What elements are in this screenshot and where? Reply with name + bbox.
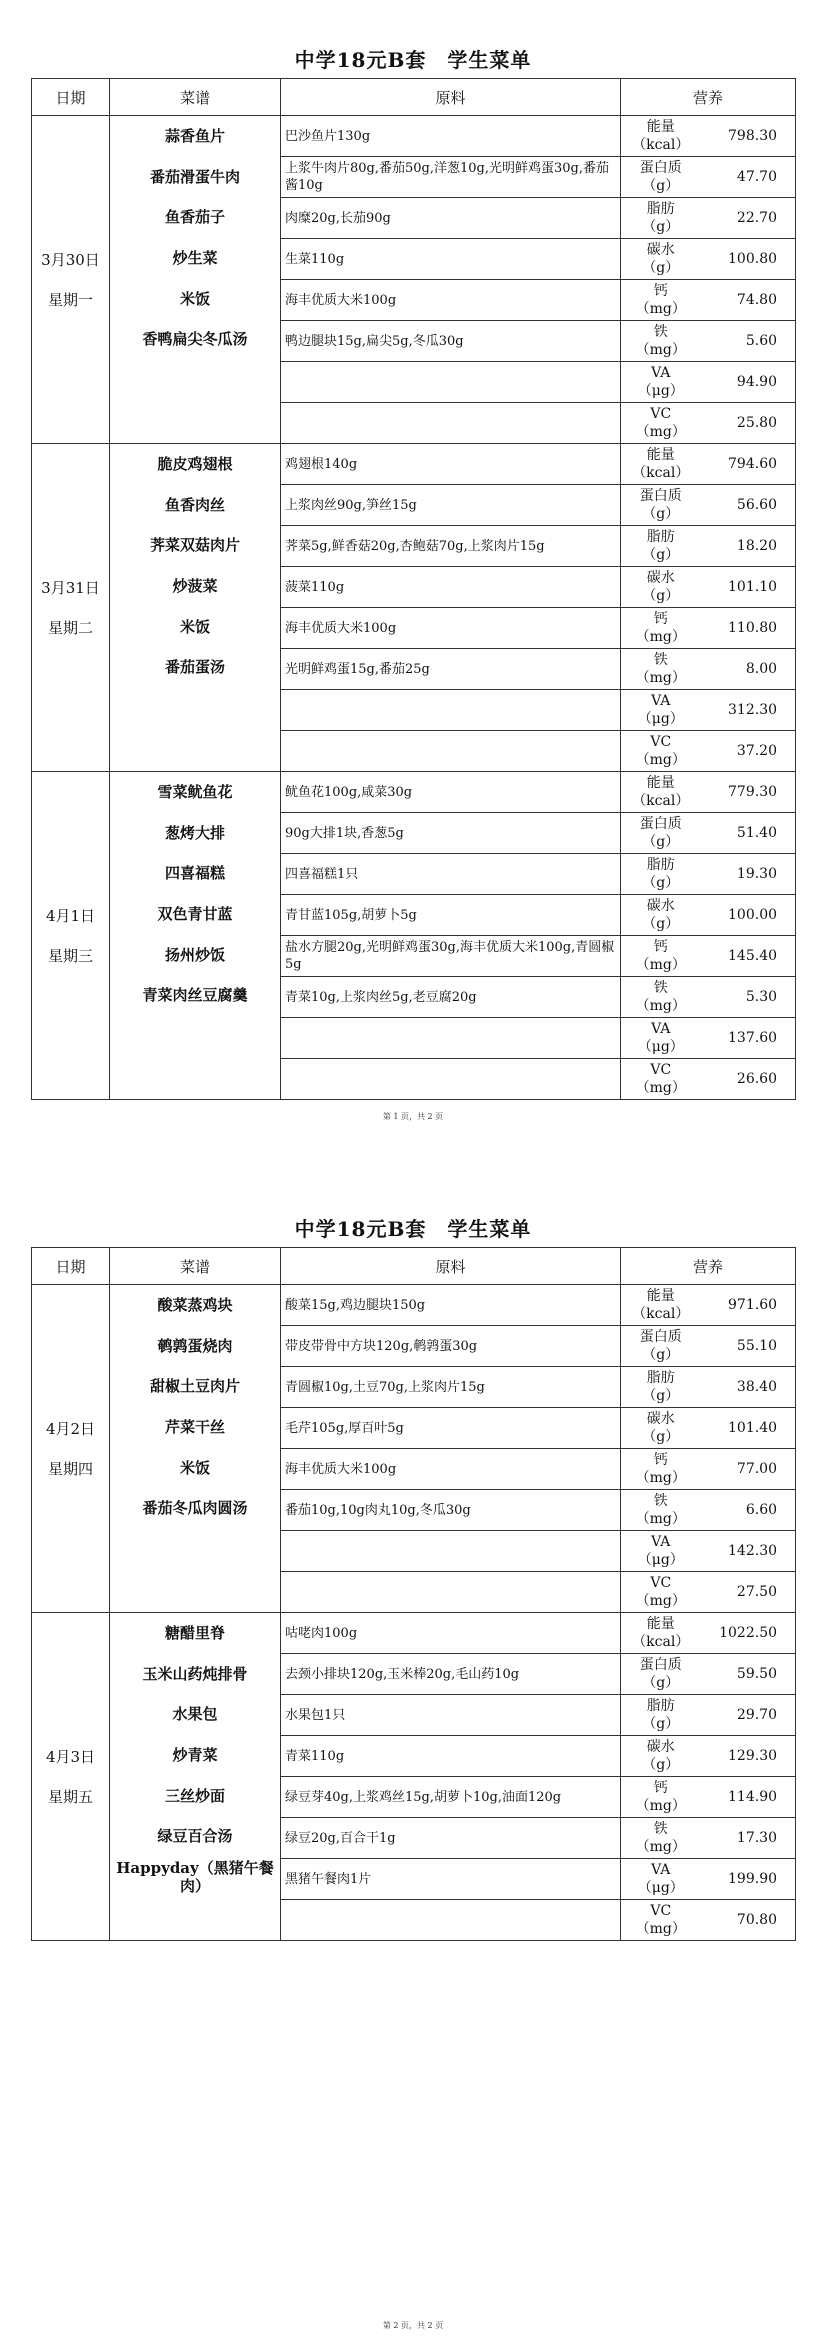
nutrient-value: 1022.50	[701, 1613, 796, 1654]
nutrient-name: 蛋白质	[639, 1329, 682, 1345]
header-date: 日期	[32, 1248, 110, 1285]
nutrient-value: 70.80	[701, 1900, 796, 1941]
dish-name: 双色青甘蓝	[157, 905, 233, 924]
nutrient-label	[621, 1018, 701, 1059]
nutrient-name: 脂肪	[646, 1698, 675, 1714]
nutrient-name: VC	[650, 1062, 672, 1078]
nutrient-unit: （g）	[642, 260, 680, 276]
nutrient-name: 能量	[646, 1288, 675, 1304]
dish-name: 芹菜干丝	[164, 1418, 225, 1437]
nutrient-value: 142.30	[701, 1531, 796, 1572]
nutrient-unit: （g）	[642, 834, 680, 850]
weekday-label: 星期四	[47, 1459, 93, 1478]
ingredient-cell: 青圆椒10g,土豆70g,上浆肉片15g	[281, 1367, 621, 1408]
dish-name: 番茄冬瓜肉圆汤	[142, 1499, 248, 1518]
ingredient-cell: 咕咾肉100g	[281, 1613, 621, 1654]
nutrient-value: 101.10	[701, 567, 796, 608]
nutrient-unit: （mg）	[635, 1839, 686, 1855]
nutrient-value: 798.30	[701, 116, 796, 157]
nutrient-name: VA	[651, 1534, 671, 1550]
ingredient-cell: 绿豆20g,百合干1g	[281, 1818, 621, 1859]
nutrient-unit: （g）	[642, 588, 680, 604]
nutrient-label	[621, 116, 701, 157]
nutrient-name: VC	[650, 1575, 672, 1591]
nutrient-name: 钙	[653, 611, 668, 627]
nutrient-value: 794.60	[701, 444, 796, 485]
menu-table	[31, 1247, 796, 1941]
ingredient-cell	[281, 1059, 621, 1100]
date-label: 3月31日	[41, 578, 100, 597]
weekday-label: 星期五	[47, 1787, 93, 1806]
nutrient-value: 26.60	[701, 1059, 796, 1100]
nutrient-label	[621, 362, 701, 403]
ingredient-cell	[281, 690, 621, 731]
nutrient-value: 59.50	[701, 1654, 796, 1695]
header-row	[32, 1248, 796, 1285]
nutrient-name: 碳水	[646, 570, 675, 586]
nutrient-value: 145.40	[701, 936, 796, 977]
nutrient-name: 铁	[653, 1821, 668, 1837]
dish-name: 米饭	[179, 1458, 210, 1477]
dish-name: 青菜肉丝豆腐羹	[142, 986, 248, 1005]
ingredient-cell: 海丰优质大米100g	[281, 608, 621, 649]
nutrient-name: 钙	[653, 283, 668, 299]
nutrient-unit: （mg）	[635, 424, 686, 440]
nutrient-value: 17.30	[701, 1818, 796, 1859]
ingredient-cell: 鸡翅根140g	[281, 444, 621, 485]
nutrient-unit: （mg）	[635, 752, 686, 768]
ingredient-cell: 鱿鱼花100g,咸菜30g	[281, 772, 621, 813]
dish-name: 甜椒土豆肉片	[149, 1377, 240, 1396]
nutrient-value: 74.80	[701, 280, 796, 321]
nutrient-unit: （mg）	[635, 957, 686, 973]
ingredient-cell: 90g大排1块,香葱5g	[281, 813, 621, 854]
nutrient-unit: （g）	[642, 1675, 680, 1691]
nutrient-label	[621, 1859, 701, 1900]
ingredient-cell: 荠菜5g,鲜香菇20g,杏鲍菇70g,上浆肉片15g	[281, 526, 621, 567]
nutrient-name: VC	[650, 734, 672, 750]
dish-name: 葱烤大排	[164, 823, 225, 842]
nutrient-value: 37.20	[701, 731, 796, 772]
nutrient-unit: （kcal）	[632, 1634, 690, 1650]
nutrient-name: VA	[651, 365, 671, 381]
nutrient-name: 碳水	[646, 242, 675, 258]
nutrient-unit: （mg）	[635, 301, 686, 317]
nutrient-value: 5.60	[701, 321, 796, 362]
nutrient-name: 脂肪	[646, 529, 675, 545]
date-label: 3月30日	[41, 250, 100, 269]
ingredient-cell: 上浆牛肉片80g,番茄50g,洋葱10g,光明鲜鸡蛋30g,番茄酱10g	[281, 157, 621, 198]
dish-name: 炒菠菜	[172, 577, 218, 596]
nutrient-label	[621, 1777, 701, 1818]
nutrient-name: 蛋白质	[639, 488, 682, 504]
nutrient-value: 55.10	[701, 1326, 796, 1367]
nutrient-name: 能量	[646, 447, 675, 463]
dish-name: 米饭	[179, 617, 210, 636]
dish-name: 香鸭扁尖冬瓜汤	[142, 330, 248, 349]
nutrient-name: 能量	[646, 775, 675, 791]
nutrient-unit: （mg）	[635, 670, 686, 686]
nutrient-name: 铁	[653, 1493, 668, 1509]
nutrient-value: 100.80	[701, 239, 796, 280]
table-row	[32, 1613, 796, 1654]
ingredient-cell	[281, 1900, 621, 1941]
nutrient-value: 38.40	[701, 1367, 796, 1408]
nutrient-unit: （μg）	[637, 383, 684, 399]
day-cell	[32, 444, 110, 772]
dish-name: 玉米山药炖排骨	[142, 1664, 248, 1683]
nutrient-value: 100.00	[701, 895, 796, 936]
table-row	[32, 116, 796, 157]
ingredient-cell: 青甘蓝105g,胡萝卜5g	[281, 895, 621, 936]
nutrient-label	[621, 198, 701, 239]
nutrient-name: VA	[651, 1862, 671, 1878]
ingredient-cell: 黑猪午餐肉1片	[281, 1859, 621, 1900]
dish-name: 扬州炒饭	[164, 945, 225, 964]
nutrient-label	[621, 731, 701, 772]
dish-name: 三丝炒面	[164, 1786, 225, 1805]
weekday-label: 星期二	[47, 618, 93, 637]
nutrient-label	[621, 895, 701, 936]
header-menu: 菜谱	[110, 1248, 281, 1285]
dish-name: 酸菜蒸鸡块	[157, 1296, 233, 1314]
dish-name: 番茄滑蛋牛肉	[149, 167, 240, 186]
nutrient-value: 94.90	[701, 362, 796, 403]
header-ingredients: 原料	[281, 79, 621, 116]
ingredient-cell: 水果包1只	[281, 1695, 621, 1736]
nutrient-unit: （μg）	[637, 711, 684, 727]
nutrient-label	[621, 813, 701, 854]
nutrient-unit: （g）	[642, 219, 680, 235]
nutrient-unit: （g）	[642, 1716, 680, 1732]
ingredient-cell: 青菜10g,上浆肉丝5g,老豆腐20g	[281, 977, 621, 1018]
nutrient-label	[621, 1059, 701, 1100]
ingredient-cell: 绿豆芽40g,上浆鸡丝15g,胡萝卜10g,油面120g	[281, 1777, 621, 1818]
ingredient-cell	[281, 403, 621, 444]
page-footer: 第 2 页，共 2 页	[382, 2321, 444, 2330]
nutrient-unit: （mg）	[635, 1080, 686, 1096]
nutrient-value: 129.30	[701, 1736, 796, 1777]
nutrient-label	[621, 403, 701, 444]
dish-list	[110, 116, 281, 444]
header-menu: 菜谱	[110, 79, 281, 116]
nutrient-unit: （mg）	[635, 1921, 686, 1937]
nutrient-value: 22.70	[701, 198, 796, 239]
table-row	[32, 444, 796, 485]
nutrient-unit: （kcal）	[632, 1306, 690, 1322]
nutrient-unit: （g）	[642, 916, 680, 932]
ingredient-cell	[281, 1018, 621, 1059]
ingredient-cell: 四喜福糕1只	[281, 854, 621, 895]
nutrient-value: 110.80	[701, 608, 796, 649]
nutrient-name: 蛋白质	[639, 816, 682, 832]
header-row	[32, 79, 796, 116]
nutrient-label	[621, 608, 701, 649]
nutrient-label	[621, 1367, 701, 1408]
table-row	[32, 1285, 796, 1326]
nutrient-label	[621, 280, 701, 321]
weekday-label: 星期一	[47, 290, 93, 309]
ingredient-cell: 青菜110g	[281, 1736, 621, 1777]
nutrient-unit: （mg）	[635, 1798, 686, 1814]
day-cell	[32, 116, 110, 444]
nutrient-value: 27.50	[701, 1572, 796, 1613]
nutrient-label	[621, 321, 701, 362]
ingredient-cell	[281, 731, 621, 772]
nutrient-unit: （g）	[642, 178, 680, 194]
nutrient-name: 铁	[653, 652, 668, 668]
nutrient-unit: （kcal）	[632, 465, 690, 481]
nutrient-label	[621, 1900, 701, 1941]
nutrient-unit: （g）	[642, 1347, 680, 1363]
nutrient-unit: （g）	[642, 875, 680, 891]
header-date: 日期	[32, 79, 110, 116]
dish-name: 绿豆百合汤	[157, 1827, 233, 1846]
dish-name: 炒生菜	[172, 249, 218, 268]
date-label: 4月2日	[45, 1419, 96, 1438]
nutrient-name: 铁	[653, 980, 668, 996]
nutrient-value: 18.20	[701, 526, 796, 567]
ingredient-cell: 盐水方腿20g,光明鲜鸡蛋30g,海丰优质大米100g,青圆椒5g	[281, 936, 621, 977]
nutrient-name: 碳水	[646, 1411, 675, 1427]
nutrient-value: 29.70	[701, 1695, 796, 1736]
page-title: 中学18元B套 学生菜单	[294, 48, 532, 72]
nutrient-unit: （kcal）	[632, 137, 690, 153]
nutrient-name: 碳水	[646, 1739, 675, 1755]
nutrient-label	[621, 772, 701, 813]
ingredient-cell	[281, 1572, 621, 1613]
nutrient-unit: （g）	[642, 1429, 680, 1445]
ingredient-cell: 海丰优质大米100g	[281, 280, 621, 321]
dish-name: 雪菜鱿鱼花	[157, 783, 233, 801]
ingredient-cell: 带皮带骨中方块120g,鹌鹑蛋30g	[281, 1326, 621, 1367]
nutrient-name: 能量	[646, 1616, 675, 1632]
page-title: 中学18元B套 学生菜单	[294, 1217, 532, 1241]
nutrient-unit: （mg）	[635, 1593, 686, 1609]
nutrient-label	[621, 1326, 701, 1367]
nutrient-name: 脂肪	[646, 201, 675, 217]
day-cell	[32, 772, 110, 1100]
nutrient-unit: （g）	[642, 547, 680, 563]
ingredient-cell: 肉糜20g,长茄90g	[281, 198, 621, 239]
nutrient-name: 能量	[646, 119, 675, 135]
nutrient-unit: （mg）	[635, 629, 686, 645]
nutrient-unit: （μg）	[637, 1039, 684, 1055]
nutrient-value: 199.90	[701, 1859, 796, 1900]
ingredient-cell: 番茄10g,10g肉丸10g,冬瓜30g	[281, 1490, 621, 1531]
ingredient-cell: 鸭边腿块15g,扁尖5g,冬瓜30g	[281, 321, 621, 362]
nutrient-unit: （g）	[642, 506, 680, 522]
nutrient-label	[621, 936, 701, 977]
nutrient-value: 971.60	[701, 1285, 796, 1326]
nutrient-value: 779.30	[701, 772, 796, 813]
nutrient-name: 钙	[653, 939, 668, 955]
dish-name: 糖醋里脊	[164, 1624, 225, 1642]
nutrient-unit: （μg）	[637, 1880, 684, 1896]
weekday-label: 星期三	[47, 946, 93, 965]
dish-name: 鱼香肉丝	[164, 495, 225, 514]
dish-name: 鹌鹑蛋烧肉	[157, 1336, 233, 1355]
ingredient-cell: 毛芹105g,厚百叶5g	[281, 1408, 621, 1449]
nutrient-label	[621, 1531, 701, 1572]
nutrient-value: 137.60	[701, 1018, 796, 1059]
nutrient-label	[621, 567, 701, 608]
nutrient-name: 铁	[653, 324, 668, 340]
ingredient-cell: 海丰优质大米100g	[281, 1449, 621, 1490]
nutrient-label	[621, 444, 701, 485]
nutrient-value: 312.30	[701, 690, 796, 731]
nutrient-label	[621, 1408, 701, 1449]
ingredient-cell: 菠菜110g	[281, 567, 621, 608]
nutrient-unit: （kcal）	[632, 793, 690, 809]
nutrient-value: 101.40	[701, 1408, 796, 1449]
nutrient-unit: （mg）	[635, 1470, 686, 1486]
dish-name: 鱼香茄子	[164, 208, 225, 227]
nutrient-value: 51.40	[701, 813, 796, 854]
nutrient-label	[621, 1449, 701, 1490]
menu-table	[31, 78, 796, 1100]
nutrient-label	[621, 526, 701, 567]
nutrient-name: VC	[650, 1903, 672, 1919]
nutrient-label	[621, 1572, 701, 1613]
nutrient-value: 77.00	[701, 1449, 796, 1490]
page-footer: 第 1 页，共 2 页	[382, 1112, 444, 1121]
date-label: 4月1日	[45, 906, 96, 925]
nutrient-label	[621, 1818, 701, 1859]
day-cell	[32, 1613, 110, 1941]
ingredient-cell	[281, 1531, 621, 1572]
ingredient-cell: 去颈小排块120g,玉米棒20g,毛山药10g	[281, 1654, 621, 1695]
nutrient-unit: （g）	[642, 1388, 680, 1404]
nutrient-name: VA	[651, 1021, 671, 1037]
ingredient-cell: 上浆肉丝90g,笋丝15g	[281, 485, 621, 526]
nutrient-label	[621, 485, 701, 526]
ingredient-cell: 光明鲜鸡蛋15g,番茄25g	[281, 649, 621, 690]
nutrient-label	[621, 690, 701, 731]
nutrient-value: 114.90	[701, 1777, 796, 1818]
dish-name: Happyday（黑猪午餐肉）	[116, 1859, 274, 1896]
nutrient-name: 碳水	[646, 898, 675, 914]
dish-list	[110, 1285, 281, 1613]
nutrient-unit: （μg）	[637, 1552, 684, 1568]
nutrient-name: 蛋白质	[639, 160, 682, 176]
nutrient-label	[621, 1613, 701, 1654]
nutrient-unit: （mg）	[635, 342, 686, 358]
ingredient-cell: 酸菜15g,鸡边腿块150g	[281, 1285, 621, 1326]
dish-name: 四喜福糕	[164, 864, 225, 883]
dish-list	[110, 1613, 281, 1941]
nutrient-value: 8.00	[701, 649, 796, 690]
nutrient-value: 47.70	[701, 157, 796, 198]
dish-name: 水果包	[172, 1705, 218, 1724]
dish-name: 荠菜双菇肉片	[149, 536, 240, 555]
nutrient-unit: （mg）	[635, 1511, 686, 1527]
nutrient-label	[621, 239, 701, 280]
nutrient-value: 6.60	[701, 1490, 796, 1531]
header-ingredients: 原料	[281, 1248, 621, 1285]
dish-name: 番茄蛋汤	[164, 658, 225, 677]
nutrient-name: 脂肪	[646, 1370, 675, 1386]
nutrient-label	[621, 1695, 701, 1736]
nutrient-name: 蛋白质	[639, 1657, 682, 1673]
nutrient-name: VA	[651, 693, 671, 709]
nutrient-name: 脂肪	[646, 857, 675, 873]
nutrient-label	[621, 1654, 701, 1695]
nutrient-value: 56.60	[701, 485, 796, 526]
nutrient-unit: （g）	[642, 1757, 680, 1773]
dish-name: 脆皮鸡翅根	[157, 455, 233, 473]
nutrient-label	[621, 1285, 701, 1326]
nutrient-value: 19.30	[701, 854, 796, 895]
ingredient-cell: 巴沙鱼片130g	[281, 116, 621, 157]
nutrient-label	[621, 977, 701, 1018]
dish-name: 蒜香鱼片	[164, 127, 225, 145]
dish-list	[110, 444, 281, 772]
nutrient-name: 钙	[653, 1452, 668, 1468]
nutrient-label	[621, 1736, 701, 1777]
day-cell	[32, 1285, 110, 1613]
nutrient-label	[621, 157, 701, 198]
ingredient-cell	[281, 362, 621, 403]
table-row	[32, 772, 796, 813]
nutrient-name: VC	[650, 406, 672, 422]
nutrient-unit: （mg）	[635, 998, 686, 1014]
nutrient-label	[621, 649, 701, 690]
nutrient-value: 25.80	[701, 403, 796, 444]
dish-name: 炒青菜	[172, 1746, 218, 1765]
dish-list	[110, 772, 281, 1100]
nutrient-label	[621, 1490, 701, 1531]
nutrient-label	[621, 854, 701, 895]
ingredient-cell: 生菜110g	[281, 239, 621, 280]
dish-name: 米饭	[179, 289, 210, 308]
nutrient-value: 5.30	[701, 977, 796, 1018]
date-label: 4月3日	[45, 1747, 96, 1766]
header-nutrition: 营养	[621, 79, 796, 116]
nutrient-name: 钙	[653, 1780, 668, 1796]
header-nutrition: 营养	[621, 1248, 796, 1285]
